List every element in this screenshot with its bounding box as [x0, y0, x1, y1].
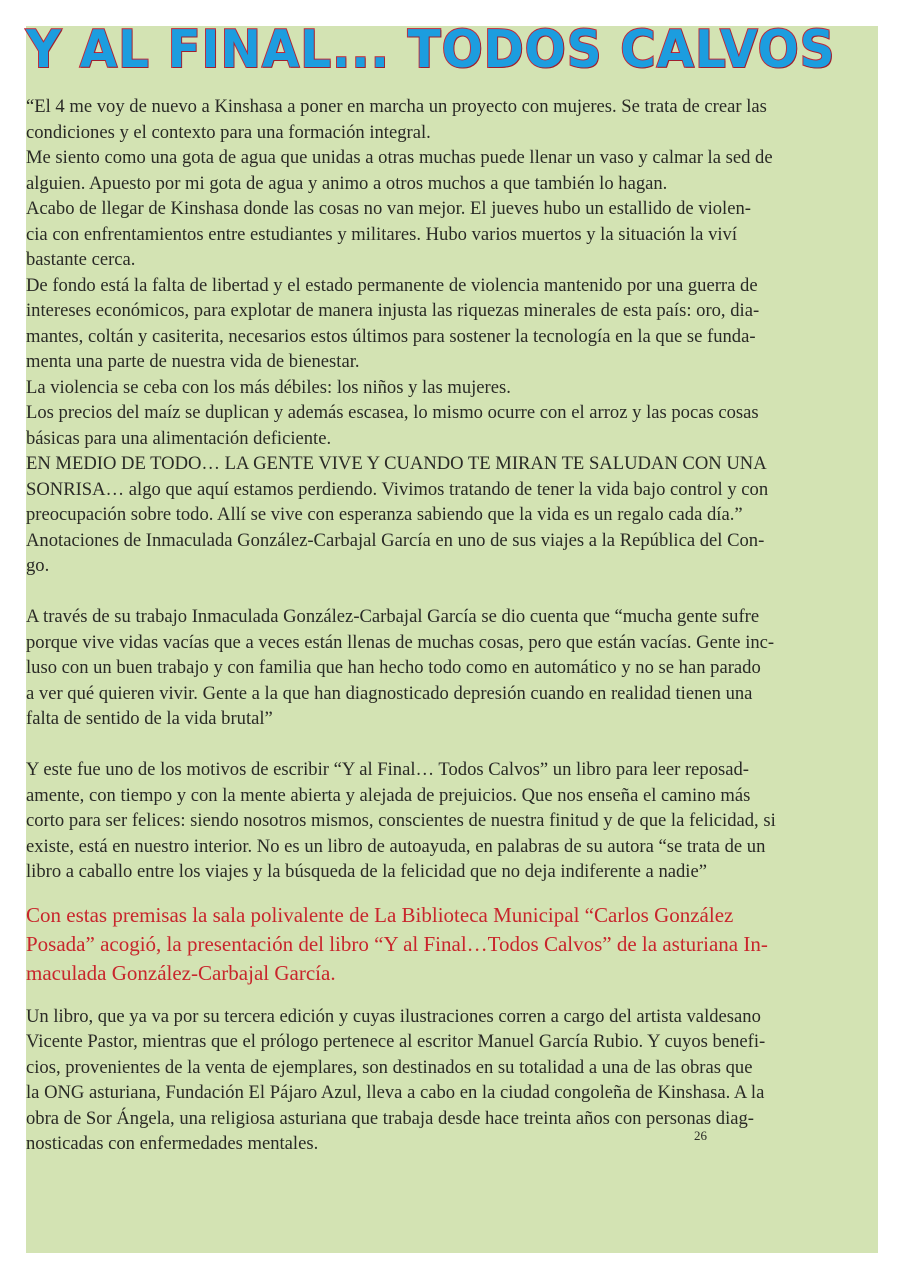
text-line: Con estas premisas la sala polivalente de La Biblioteca Municipal “Carlos González	[26, 902, 734, 927]
text-line: menta una parte de nuestra vida de bienestar.	[26, 351, 360, 372]
text-line: SONRISA… algo que aquí estamos perdiendo. Vivimos tratando de tener la vida bajo control y con	[26, 478, 769, 500]
text-line: alguien. Apuesto por mi gota de agua y animo a otros muchos a que también lo hagan.	[26, 172, 668, 194]
text-line: Me siento como una gota de agua que unidas a otras muchas puede llenar un vaso y calmar la sed de	[26, 147, 773, 168]
paragraph-quote	[26, 94, 882, 579]
page-number: 26	[694, 1128, 707, 1143]
paragraph-spacer	[26, 579, 882, 605]
paragraph-spacer	[26, 988, 882, 1004]
text-line: bastante cerca.	[26, 249, 136, 270]
paragraph-spacer	[26, 732, 882, 758]
text-line: a ver qué quieren vivir. Gente a la que han diagnosticado depresión cuando en realidad tienen una	[26, 682, 753, 704]
text-line: obra de Sor Ángela, una religiosa asturiana que trabaja desde hace treinta años con personas diag-	[26, 1107, 754, 1129]
text-line: A través de su trabajo Inmaculada González-Carbajal García se dio cuenta que “mucha gente sufre	[26, 606, 760, 627]
text-line: la ONG asturiana, Fundación El Pájaro Azul, lleva a cabo en la ciudad congoleña de Kinshasa. A la	[26, 1082, 765, 1103]
text-line: básicas para una alimentación deficiente.	[26, 427, 332, 449]
text-line: “El 4 me voy de nuevo a Kinshasa a poner en marcha un proyecto con mujeres. Se trata de crear las	[26, 96, 767, 117]
text-line: Los precios del maíz se duplican y además escasea, lo mismo ocurre con el arroz y las pocas cosas	[26, 402, 759, 423]
text-line: condiciones y el contexto para una formación integral.	[26, 121, 431, 143]
text-line: Un libro, que ya va por su tercera edición y cuyas ilustraciones corren a cargo del artista valdesano	[26, 1005, 761, 1027]
paragraph-highlight	[26, 901, 882, 988]
paragraph-motives	[26, 757, 882, 885]
text-line: nosticadas con enfermedades mentales.	[26, 1133, 319, 1154]
text-line: Posada” acogió, la presentación del libro “Y al Final…Todos Calvos” de la asturiana In-	[26, 931, 768, 956]
text-line: Vicente Pastor, mientras que el prólogo pertenece al escritor Manuel García Rubio. Y cuyos benefi-	[26, 1031, 766, 1052]
text-line: intereses económicos, para explotar de manera injusta las riquezas minerales de esta país: oro, dia-	[26, 300, 760, 321]
text-line: luso con un buen trabajo y con familia que han hecho todo como en automático y no se han parado	[26, 657, 761, 678]
text-line: amente, con tiempo y con la mente abierta y alejada de prejuicios. Que nos enseña el camino más	[26, 784, 751, 806]
paragraph-spacer	[26, 885, 882, 901]
text-line: porque vive vidas vacías que a veces están llenas de muchas cosas, pero que están vacías. Gente inc-	[26, 631, 775, 653]
text-line: mantes, coltán y casiterita, necesarios estos últimos para sostener la tecnología en la que se funda-	[26, 325, 756, 347]
text-line: La violencia se ceba con los más débiles: los niños y las mujeres.	[26, 376, 511, 398]
text-line: preocupación sobre todo. Allí se vive con esperanza sabiendo que la vida es un regalo cada día.”	[26, 504, 743, 525]
text-line: cia con enfrentamientos entre estudiantes y militares. Hubo varios muertos y la situación la viví	[26, 223, 738, 245]
text-line: EN MEDIO DE TODO… LA GENTE VIVE Y CUANDO TE MIRAN TE SALUDAN CON UNA	[26, 453, 767, 474]
text-line: libro a caballo entre los viajes y la búsqueda de la felicidad que no deja indiferente a nadie”	[26, 861, 707, 882]
page-title: Y AL FINAL... TODOS CALVOS	[26, 20, 836, 80]
text-line: corto para ser felices: siendo nosotros mismos, conscientes de nuestra finitud y de que la felicidad, si	[26, 810, 776, 831]
text-line: existe, está en nuestro interior. No es un libro de autoayuda, en palabras de su autora “se trata de un	[26, 835, 766, 857]
article-body	[26, 94, 882, 1157]
text-line: maculada González-Carbajal García.	[26, 960, 336, 985]
text-line: Anotaciones de Inmaculada González-Carbajal García en uno de sus viajes a la República del Con-	[26, 529, 765, 551]
text-line: go.	[26, 555, 50, 576]
text-line: De fondo está la falta de libertad y el estado permanente de violencia mantenido por una guerra de	[26, 274, 758, 296]
paragraph-work	[26, 604, 882, 732]
text-line: Acabo de llegar de Kinshasa donde las cosas no van mejor. El jueves hubo un estallido de violen-	[26, 198, 751, 219]
text-line: cios, provenientes de la venta de ejemplares, son destinados en su totalidad a una de las obras que	[26, 1056, 753, 1078]
text-line: Y este fue uno de los motivos de escribir “Y al Final… Todos Calvos” un libro para leer reposad-	[26, 759, 749, 780]
paragraph-book-details	[26, 1004, 882, 1157]
text-line: falta de sentido de la vida brutal”	[26, 708, 273, 729]
